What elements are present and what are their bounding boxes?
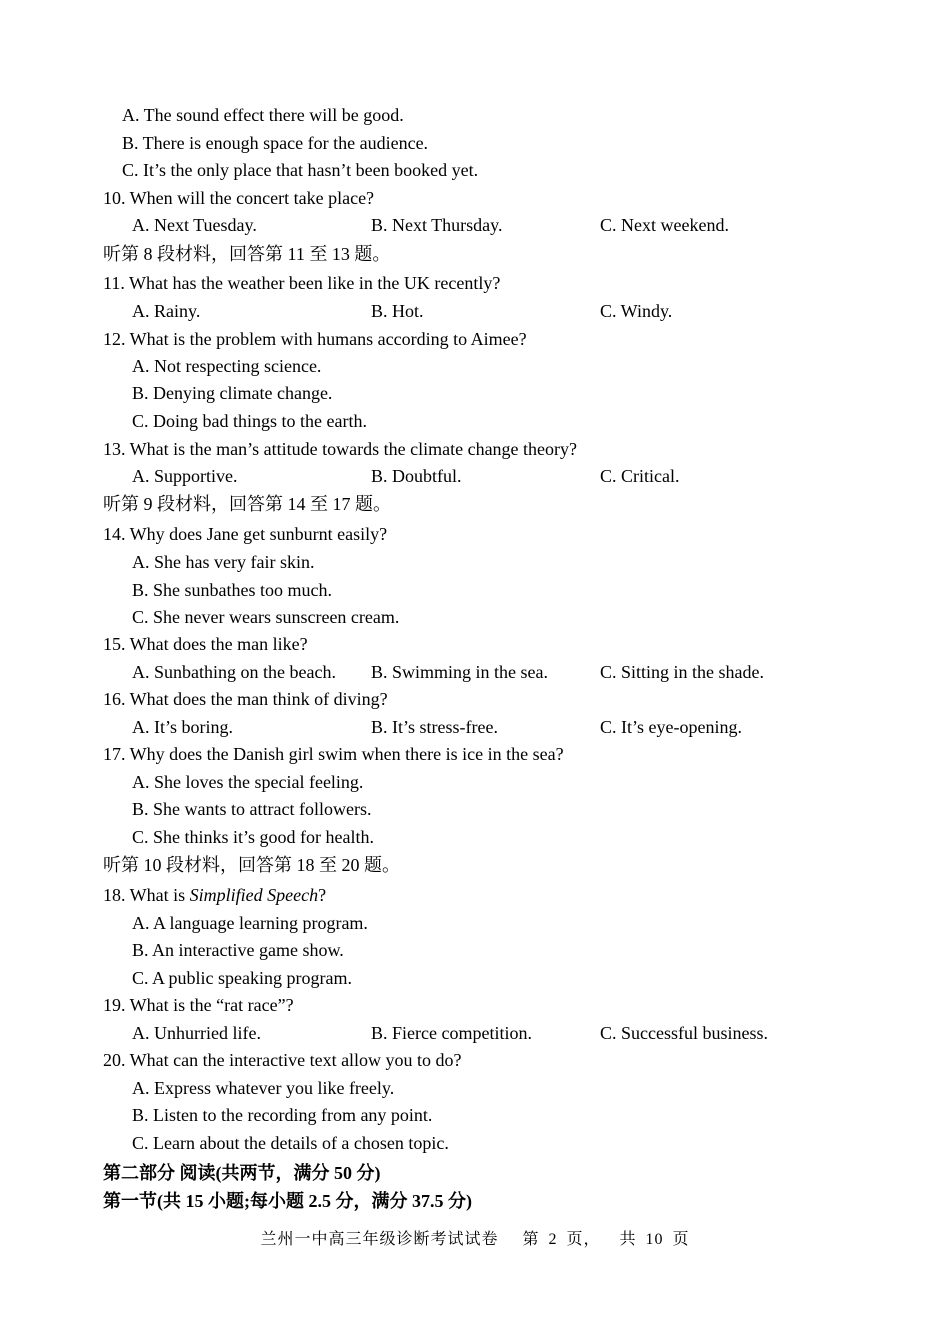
question-16: 16. What does the man think of diving?: [103, 689, 388, 709]
option-14b: B. She sunbathes too much.: [132, 580, 332, 600]
footer-total-unit: 页: [672, 1231, 690, 1248]
option-19a: A. Unhurried life.: [132, 1023, 261, 1043]
listening-instruction-10: 听第 10 段材料，回答第 18 至 20 题。: [103, 855, 400, 875]
option-11a: A. Rainy.: [132, 301, 201, 321]
footer-page-unit: 页，: [566, 1231, 601, 1248]
option-20b: B. Listen to the recording from any point.: [132, 1105, 433, 1125]
option-9b: B. There is enough space for the audience.: [122, 133, 429, 153]
option-14c: C. She never wears sunscreen cream.: [132, 607, 400, 627]
question-14: 14. Why does Jane get sunburnt easily?: [103, 524, 388, 544]
option-12c: C. Doing bad things to the earth.: [132, 411, 367, 431]
question-19: 19. What is the “rat race”?: [103, 995, 294, 1015]
question-18: [103, 884, 326, 906]
page-footer: [0, 1229, 950, 1251]
option-18a: A. A language learning program.: [132, 913, 368, 933]
listening-instruction-9: 听第 9 段材料，回答第 14 至 17 题。: [103, 494, 391, 514]
option-15a: A. Sunbathing on the beach.: [132, 662, 336, 682]
option-16c: C. It’s eye-opening.: [600, 717, 742, 737]
question-11: 11. What has the weather been like in the UK recently?: [103, 273, 501, 293]
question-18-text: 18. What is: [103, 885, 190, 905]
footer-exam-title: 兰州一中高三年级诊断考试试卷: [260, 1231, 499, 1248]
option-20a: A. Express whatever you like freely.: [132, 1078, 395, 1098]
option-10a: A. Next Tuesday.: [132, 215, 257, 235]
option-10b: B. Next Thursday.: [371, 215, 503, 235]
option-15b: B. Swimming in the sea.: [371, 662, 548, 682]
option-16b: B. It’s stress-free.: [371, 717, 498, 737]
option-11b: B. Hot.: [371, 301, 424, 321]
question-17: 17. Why does the Danish girl swim when there is ice in the sea?: [103, 744, 564, 764]
option-18c: C. A public speaking program.: [132, 968, 352, 988]
question-13: 13. What is the man’s attitude towards the climate change theory?: [103, 439, 578, 459]
question-18-title: Simplified Speech: [189, 885, 319, 905]
option-9c: C. It’s the only place that hasn’t been booked yet.: [122, 160, 479, 180]
question-20: 20. What can the interactive text allow you to do?: [103, 1050, 462, 1070]
option-12a: A. Not respecting science.: [132, 356, 322, 376]
option-19c: C. Successful business.: [600, 1023, 768, 1043]
question-12: 12. What is the problem with humans according to Aimee?: [103, 329, 527, 349]
footer-total-prefix: 共: [619, 1231, 637, 1248]
question-18-mark: ?: [318, 885, 327, 905]
footer-page-number: 2: [548, 1231, 558, 1248]
section-one-heading: 第一节(共 15 小题;每小题 2.5 分，满分 37.5 分): [103, 1191, 472, 1211]
question-15: 15. What does the man like?: [103, 634, 308, 654]
option-11c: C. Windy.: [600, 301, 673, 321]
option-13b: B. Doubtful.: [371, 466, 462, 486]
option-18b: B. An interactive game show.: [132, 940, 344, 960]
option-10c: C. Next weekend.: [600, 215, 729, 235]
part-two-heading: 第二部分 阅读(共两节，满分 50 分): [103, 1163, 381, 1183]
option-17b: B. She wants to attract followers.: [132, 799, 372, 819]
option-17c: C. She thinks it’s good for health.: [132, 827, 374, 847]
option-14a: A. She has very fair skin.: [132, 552, 315, 572]
option-16a: A. It’s boring.: [132, 717, 233, 737]
option-19b: B. Fierce competition.: [371, 1023, 532, 1043]
listening-instruction-8: 听第 8 段材料，回答第 11 至 13 题。: [103, 244, 391, 264]
option-20c: C. Learn about the details of a chosen topic.: [132, 1133, 449, 1153]
footer-page-prefix: 第: [522, 1231, 540, 1248]
question-10: 10. When will the concert take place?: [103, 188, 375, 208]
option-17a: A. She loves the special feeling.: [132, 772, 364, 792]
option-13c: C. Critical.: [600, 466, 680, 486]
footer-total-number: 10: [645, 1231, 664, 1248]
option-12b: B. Denying climate change.: [132, 383, 333, 403]
option-15c: C. Sitting in the shade.: [600, 662, 764, 682]
option-9a: A. The sound effect there will be good.: [122, 105, 404, 125]
option-13a: A. Supportive.: [132, 466, 238, 486]
